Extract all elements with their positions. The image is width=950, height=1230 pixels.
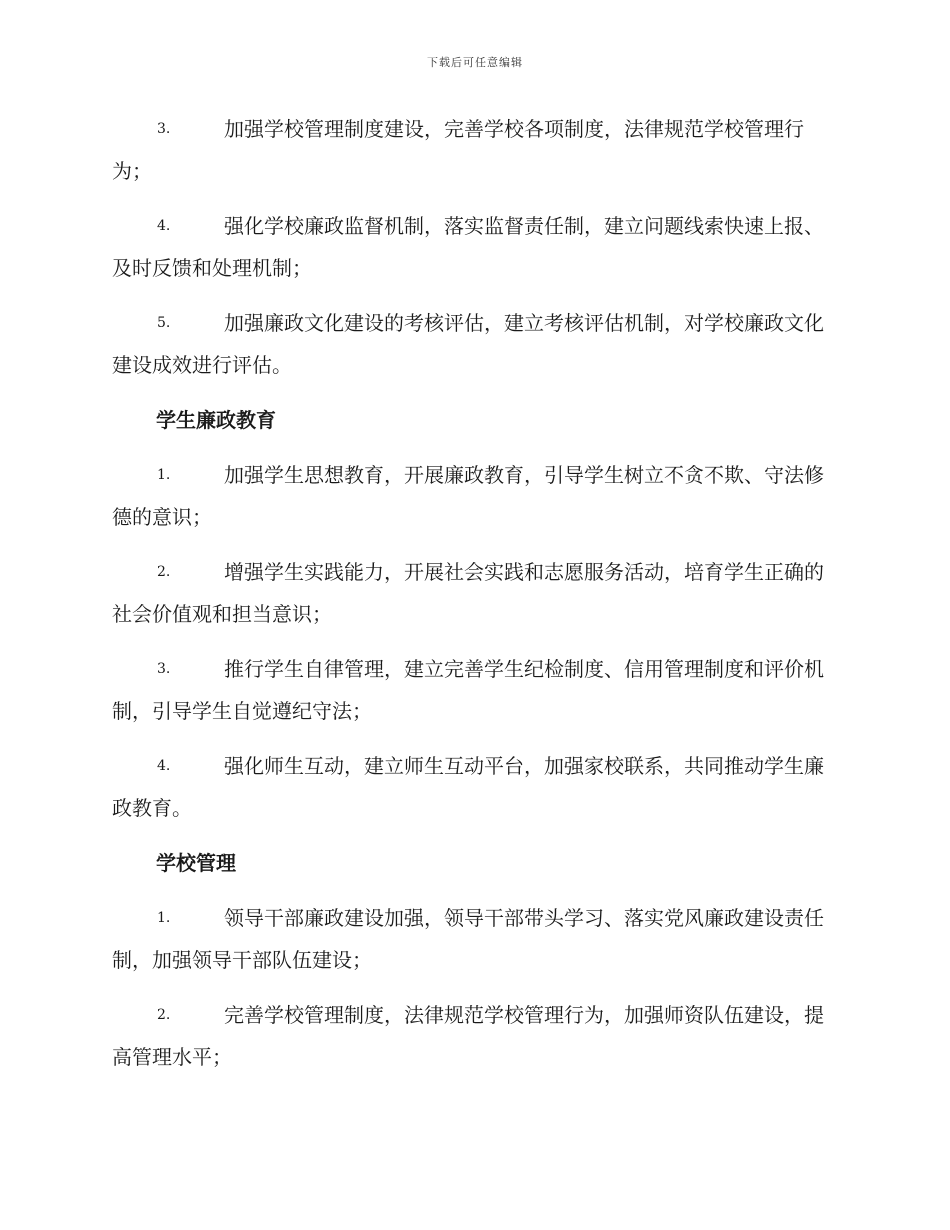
list-item [112, 454, 837, 538]
document-body [112, 108, 837, 1091]
list-item [112, 205, 837, 289]
section-heading-school-management: 学校管理 [156, 851, 236, 875]
item-number: 3. [157, 661, 171, 677]
item-text: 加强学校管理制度建设，完善学校各项制度，法律规范学校管理行为； [112, 117, 804, 183]
page-header: 下载后可任意编辑 [427, 56, 523, 69]
list-item [112, 302, 837, 386]
item-text: 增强学生实践能力，开展社会实践和志愿服务活动，培育学生正确的社会价值观和担当意识； [112, 560, 824, 626]
item-number: 2. [157, 1007, 171, 1023]
item-text: 强化学校廉政监督机制，落实监督责任制，建立问题线索快速上报、及时反馈和处理机制； [112, 214, 824, 280]
list-item [112, 745, 837, 829]
list-item [112, 108, 837, 192]
item-number: 4. [157, 218, 171, 234]
list-item [112, 994, 837, 1078]
item-text: 领导干部廉政建设加强，领导干部带头学习、落实党风廉政建设责任制，加强领导干部队伍建设； [112, 906, 824, 972]
item-text: 加强学生思想教育，开展廉政教育，引导学生树立不贪不欺、守法修德的意识； [112, 463, 824, 529]
list-item [112, 551, 837, 635]
item-number: 3. [157, 121, 171, 137]
item-text: 推行学生自律管理，建立完善学生纪检制度、信用管理制度和评价机制，引导学生自觉遵纪守法； [112, 657, 824, 723]
section-heading-student-integrity: 学生廉政教育 [156, 408, 276, 432]
item-text: 加强廉政文化建设的考核评估，建立考核评估机制，对学校廉政文化建设成效进行评估。 [112, 311, 824, 377]
item-number: 2. [157, 564, 171, 580]
item-number: 1. [157, 910, 171, 926]
item-text: 强化师生互动，建立师生互动平台，加强家校联系，共同推动学生廉政教育。 [112, 754, 824, 820]
list-item [112, 897, 837, 981]
item-number: 1. [157, 467, 171, 483]
item-number: 4. [157, 758, 171, 774]
item-text: 完善学校管理制度，法律规范学校管理行为，加强师资队伍建设，提高管理水平； [112, 1003, 824, 1069]
list-item [112, 648, 837, 732]
item-number: 5. [157, 315, 171, 331]
